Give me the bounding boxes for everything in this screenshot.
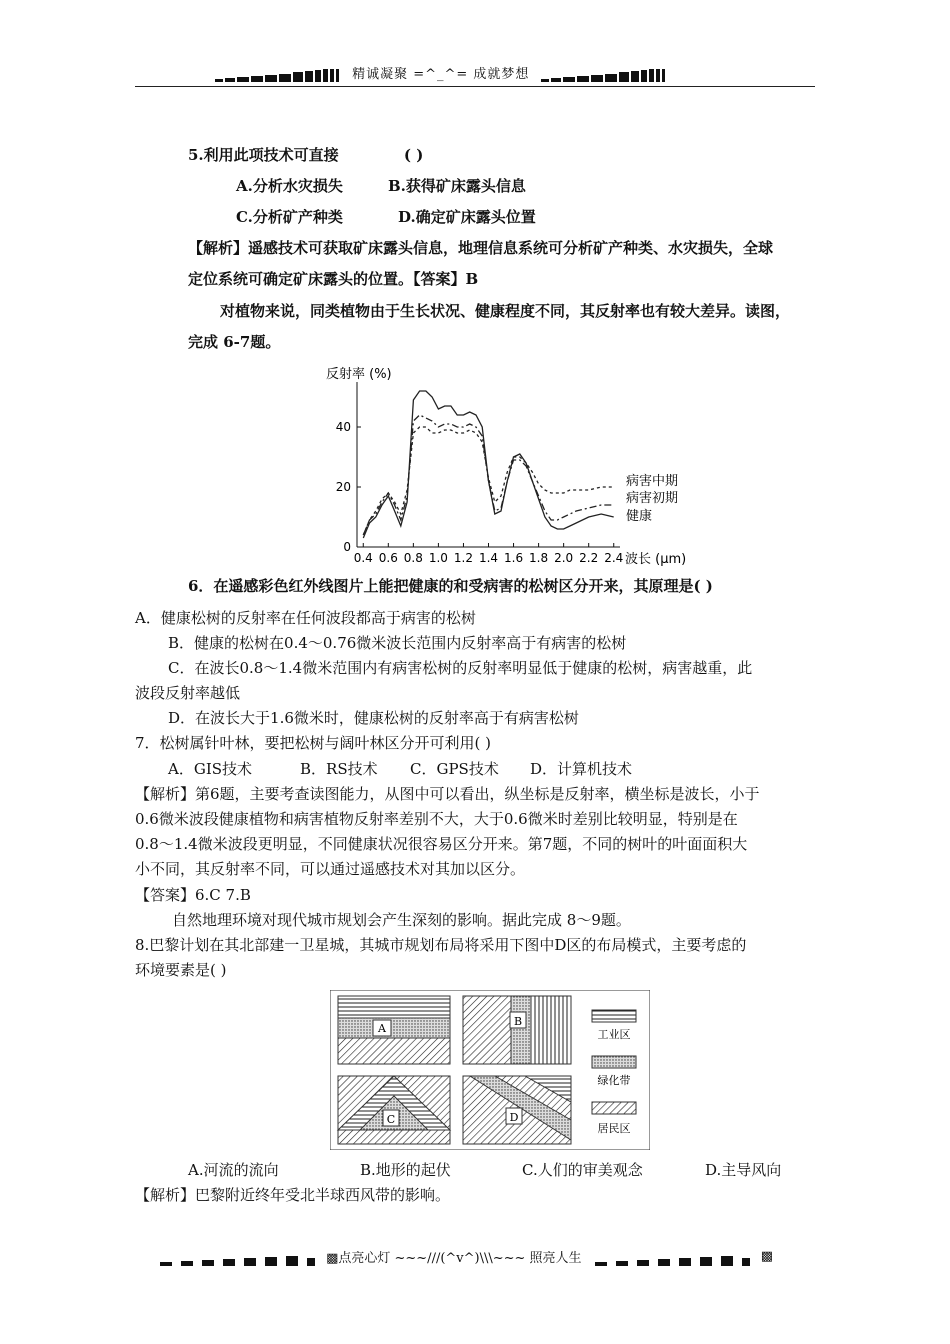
header-text: 精诚凝聚 =^_^= 成就梦想 [352,67,530,82]
q7-option-c: C．GPS技术 [410,760,499,778]
legend-green-label: 绿化带 [597,1074,631,1087]
analysis-67-line3: 0.8～1.4微米波段更明显，不同健康状况很容易区分开来。第7题，不同的树叶的叶面面积大 [135,835,748,853]
x-tick-label: 1.2 [453,551,473,565]
legend-industrial-label: 工业区 [597,1028,631,1041]
x-tick-label: 0.6 [378,551,398,565]
analysis-67-line4: 小不同，其反射率不同，可以通过遥感技术对其加以区分。 [135,860,526,878]
q8-analysis: 【解析】巴黎附近终年受北半球西风带的影响。 [135,1186,451,1204]
zone-a-label: A [378,1022,386,1035]
intro-67-line1: 对植物来说，同类植物由于生长状况、健康程度不同，其反射率也有较大差异。读图， [220,302,791,320]
x-tick-label: 1.6 [504,551,524,565]
q5-option-c: C.分析矿产种类 [236,208,343,226]
zone-c [338,1076,450,1144]
q5-option-d: D.确定矿床露头位置 [398,208,536,226]
x-tick-label: 2.0 [554,551,574,565]
q6-option-d: D．在波长大于1.6微米时，健康松树的反射率高于有病害松树 [168,709,579,727]
x-tick-label: 1.4 [478,551,499,565]
q5-option-b: B.获得矿床露头信息 [388,177,526,195]
x-tick-label: 1.8 [529,551,549,565]
footer-end-mark: ▩ [760,1249,774,1264]
q6-option-c-line1: C．在波长0.8～1.4微米范围内有病害松树的反射率明显低于健康的松树，病害越重，此 [168,659,753,677]
zone-c-label: C [386,1113,396,1126]
reflectance-chart [320,360,700,570]
chart-ylabel: 反射率 (%) [326,367,392,382]
q8-option-c: C.人们的审美观念 [522,1161,643,1179]
q8-stem-line2: 环境要素是( ) [135,961,227,979]
q7-stem: 7．松树属针叶林，要把松树与阔叶林区分开可利用( ) [135,734,492,752]
chart-xlabel: 波长 (μm) [625,552,687,567]
legend-label-solid: 健康 [626,509,653,524]
header-left-bars [215,63,341,82]
q5-analysis-line2: 定位系统可确定矿床露头的位置。【答案】B [188,270,479,288]
q5-stem-text: 5.利用此项技术可直接 [188,146,339,164]
zone-a [338,996,450,1064]
zone-d-label: D [509,1111,519,1124]
page-footer [160,1246,800,1270]
y-tick-label: 40 [335,420,351,434]
legend-label-dashed: 病害中期 [626,474,679,489]
footer-left-bars [160,1247,321,1266]
x-tick-label: 2.4 [604,551,624,565]
q8-option-a: A.河流的流向 [188,1161,279,1179]
intro-67-line2: 完成 6-7题。 [188,333,281,351]
q5-option-a: A.分析水灾损失 [236,177,343,195]
q5-paren: ( ) [403,146,424,164]
q5-stem [188,145,423,165]
x-tick-label: 0.8 [403,551,423,565]
y-tick-label: 0 [343,540,351,554]
zone-b [463,996,571,1064]
legend-residential-label: 居民区 [597,1122,631,1135]
reflectance-chart-svg [320,360,700,570]
q7-option-b: B．RS技术 [300,760,378,778]
y-tick-label: 20 [335,480,351,494]
q6-stem: 6．在遥感彩色红外线图片上能把健康的和受病害的松树区分开来，其原理是( ) [188,577,713,595]
legend-industrial-swatch [592,1010,636,1022]
q6-option-b: B．健康的松树在0.4～0.76微米波长范围内反射率高于有病害的松树 [168,634,627,652]
legend-green-swatch [592,1056,636,1068]
x-tick-label: 1.0 [428,551,448,565]
analysis-67-line1: 【解析】第6题，主要考查读图能力，从图中可以看出，纵坐标是反射率，横坐标是波长，小于 [135,785,760,803]
x-tick-label: 2.2 [579,551,599,565]
series-line-solid [363,391,613,538]
q7-option-d: D．计算机技术 [530,760,633,778]
intro-89: 自然地理环境对现代城市规划会产生深刻的影响。据此完成 8～9题。 [172,911,631,929]
zone-b-label: B [513,1015,523,1028]
q6-option-c-line2: 波段反射率越低 [135,684,241,702]
q7-option-a: A．GIS技术 [168,760,253,778]
legend-residential-swatch [592,1102,636,1114]
answer-67: 【答案】6.C 7.B [135,886,251,904]
q6-option-a: A．健康松树的反射率在任何波段都高于病害的松树 [135,609,476,627]
page-header [135,62,815,87]
zone-d [463,1076,571,1144]
header-right-bars [541,63,667,82]
x-tick-label: 0.4 [353,551,373,565]
footer-right-bars [595,1247,756,1266]
q5-analysis-line1: 【解析】遥感技术可获取矿床露头信息，地理信息系统可分析矿产种类、水灾损失，全球 [188,239,774,257]
footer-text: ▩点亮心灯 ~~~///(^v^)\\\~~~ 照亮人生 [326,1251,582,1266]
city-layout-svg [330,990,650,1150]
city-layout-diagram [330,990,650,1150]
q8-stem-line1: 8.巴黎计划在其北部建一卫星城，其城市规划布局将采用下图中D区的布局模式，主要考虑的 [135,936,747,954]
q8-option-b: B.地形的起伏 [360,1161,451,1179]
q8-option-d: D.主导风向 [705,1161,782,1179]
analysis-67-line2: 0.6微米波段健康植物和病害植物反射率差别不大，大于0.6微米时差别比较明显，特别是在 [135,810,738,828]
legend-label-dashdot: 病害初期 [626,491,679,506]
